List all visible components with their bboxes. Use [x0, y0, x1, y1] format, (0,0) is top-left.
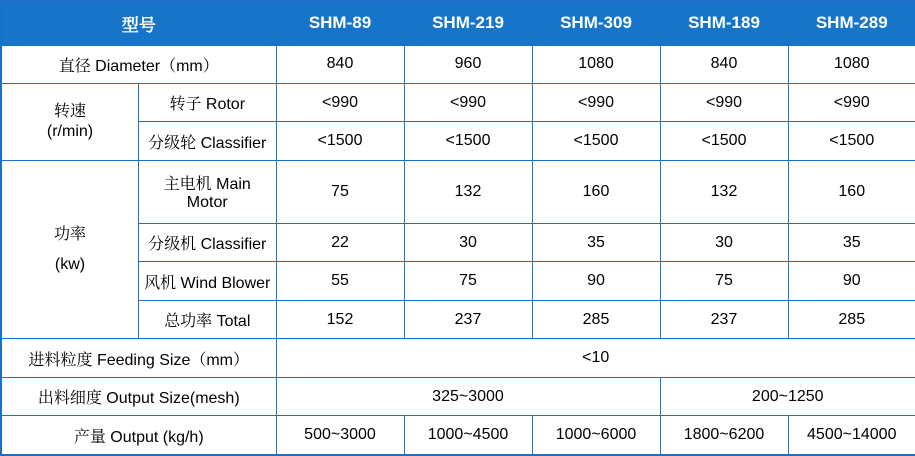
cell-main-motor-shm-219: 132 — [404, 160, 532, 223]
cell-output-size-group1: 325~3000 — [276, 377, 660, 415]
cell-total-power-shm-219: 237 — [404, 300, 532, 338]
cell-total-power-shm-89: 152 — [276, 300, 404, 338]
header-model-shm-309: SHM-309 — [532, 1, 660, 45]
row-label-output-capacity: 产量 Output (kg/h) — [1, 416, 276, 455]
header-model-shm-89: SHM-89 — [276, 1, 404, 45]
header-model-label: 型号 — [1, 1, 276, 45]
cell-output-capacity-shm-219: 1000~4500 — [404, 416, 532, 455]
group-label-power-line1: 功率 — [53, 225, 86, 243]
cell-classifier-speed-shm-89: <1500 — [276, 122, 404, 160]
table-row-output-capacity — [1, 416, 915, 455]
table-row-main-motor — [1, 160, 915, 223]
cell-main-motor-shm-89: 75 — [276, 160, 404, 223]
header-model-shm-289: SHM-289 — [788, 1, 915, 45]
cell-wind-blower-shm-289: 90 — [788, 262, 915, 300]
cell-classifier-power-shm-189: 30 — [660, 224, 788, 262]
cell-main-motor-shm-189: 132 — [660, 160, 788, 223]
cell-wind-blower-shm-89: 55 — [276, 262, 404, 300]
cell-classifier-power-shm-219: 30 — [404, 224, 532, 262]
cell-diameter-shm-309: 1080 — [532, 45, 660, 83]
cell-main-motor-shm-289: 160 — [788, 160, 915, 223]
row-label-main-motor: 主电机 Main Motor — [139, 160, 277, 223]
group-label-power-line2: (kw) — [54, 255, 86, 273]
group-label-power — [1, 160, 139, 339]
cell-classifier-speed-shm-219: <1500 — [404, 122, 532, 160]
row-label-diameter: 直径 Diameter（mm） — [1, 45, 276, 83]
cell-diameter-shm-89: 840 — [276, 45, 404, 83]
table-row-wind-blower — [1, 262, 915, 300]
table-row-total-power — [1, 300, 915, 338]
header-model-shm-219: SHM-219 — [404, 1, 532, 45]
cell-classifier-speed-shm-289: <1500 — [788, 122, 915, 160]
cell-wind-blower-shm-219: 75 — [404, 262, 532, 300]
cell-feeding-size-all: <10 — [276, 339, 915, 377]
table-body — [1, 45, 915, 455]
cell-output-capacity-shm-309: 1000~6000 — [532, 416, 660, 455]
header-model-shm-189: SHM-189 — [660, 1, 788, 45]
cell-rotor-shm-289: <990 — [788, 83, 915, 121]
table-row-rotor-speed — [1, 83, 915, 121]
cell-classifier-power-shm-89: 22 — [276, 224, 404, 262]
cell-output-capacity-shm-189: 1800~6200 — [660, 416, 788, 455]
cell-rotor-shm-189: <990 — [660, 83, 788, 121]
row-label-rotor: 转子 Rotor — [139, 83, 277, 121]
cell-wind-blower-shm-309: 90 — [532, 262, 660, 300]
cell-output-capacity-shm-89: 500~3000 — [276, 416, 404, 455]
group-label-rotation-speed-line1: 转速 — [53, 102, 86, 120]
cell-rotor-shm-89: <990 — [276, 83, 404, 121]
cell-classifier-power-shm-309: 35 — [532, 224, 660, 262]
row-label-total-power: 总功率 Total — [139, 300, 277, 338]
table-row-feeding-size — [1, 339, 915, 377]
row-label-feeding-size: 进料粒度 Feeding Size（mm） — [1, 339, 276, 377]
row-label-output-size: 出料细度 Output Size(mesh) — [1, 377, 276, 415]
cell-output-capacity-shm-289: 4500~14000 — [788, 416, 915, 455]
cell-total-power-shm-309: 285 — [532, 300, 660, 338]
cell-diameter-shm-219: 960 — [404, 45, 532, 83]
group-label-rotation-speed — [1, 83, 139, 160]
table-row-diameter — [1, 45, 915, 83]
table-header-row — [1, 1, 915, 45]
cell-total-power-shm-289: 285 — [788, 300, 915, 338]
cell-classifier-speed-shm-309: <1500 — [532, 122, 660, 160]
cell-rotor-shm-219: <990 — [404, 83, 532, 121]
row-label-wind-blower: 风机 Wind Blower — [139, 262, 277, 300]
cell-wind-blower-shm-189: 75 — [660, 262, 788, 300]
row-label-classifier-machine: 分级机 Classifier — [139, 224, 277, 262]
table-header — [1, 1, 915, 45]
group-label-rotation-speed-line2: (r/min) — [46, 122, 94, 140]
cell-main-motor-shm-309: 160 — [532, 160, 660, 223]
cell-diameter-shm-189: 840 — [660, 45, 788, 83]
cell-output-size-group2: 200~1250 — [660, 377, 915, 415]
cell-classifier-power-shm-289: 35 — [788, 224, 915, 262]
table-row-classifier-speed — [1, 122, 915, 160]
row-label-classifier-wheel: 分级轮 Classifier — [139, 122, 277, 160]
table-row-classifier-power — [1, 224, 915, 262]
cell-total-power-shm-189: 237 — [660, 300, 788, 338]
cell-classifier-speed-shm-189: <1500 — [660, 122, 788, 160]
cell-diameter-shm-289: 1080 — [788, 45, 915, 83]
table-row-output-size — [1, 377, 915, 415]
cell-rotor-shm-309: <990 — [532, 83, 660, 121]
